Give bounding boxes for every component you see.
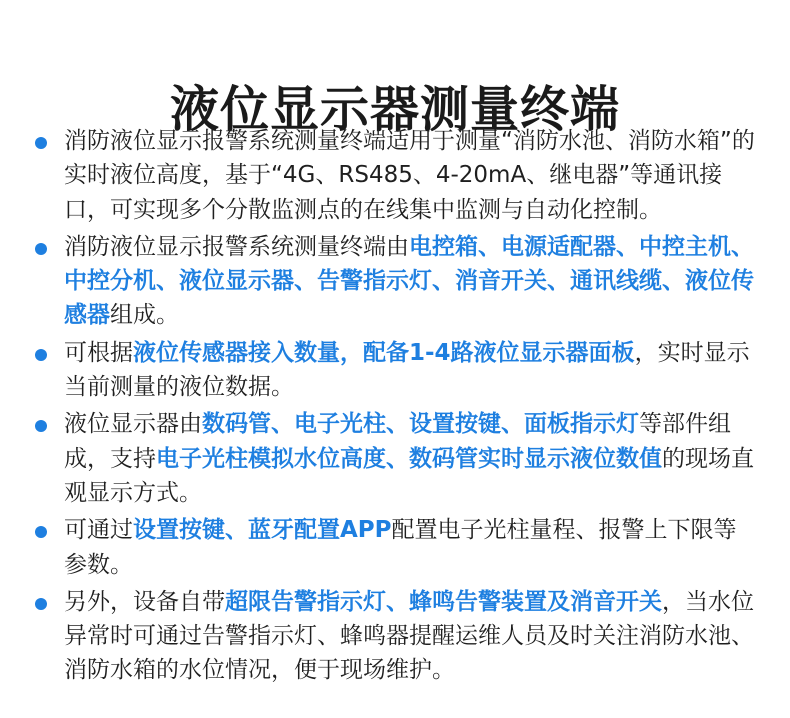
- highlight-text: 设置按键、蓝牙配置APP: [133, 517, 392, 544]
- highlight-text: 液位传感器接入数量，配备1-4路液位显示器面板: [133, 339, 635, 366]
- list-item: [34, 124, 758, 227]
- list-item: [34, 513, 758, 582]
- bullet-dot-icon: [35, 420, 47, 432]
- bullet-dot-icon: [35, 243, 47, 255]
- list-item: [34, 407, 758, 510]
- list-item: [34, 230, 758, 333]
- item-text: 消防液位显示报警系统测量终端适用于测量“消防水池、消防水箱”的实时液位高度，基于“4G、RS485、4-20mA、继电器”等通讯接口，可实现多个分散监测点的在线集中监测与自动化控制。: [64, 128, 755, 223]
- item-text: 消防液位显示报警系统测量终端由: [64, 233, 409, 260]
- highlight-text: 数码管、电子光柱、设置按键、面板指示灯: [202, 411, 639, 438]
- bullet-dot-icon: [35, 349, 47, 361]
- item-text: 的现场直观显示方式。: [64, 445, 754, 506]
- item-text: ，当水位异常时可通过告警指示灯、蜂鸣器提醒运维人员及时关注消防水池、消防水箱的水位情况，便于现场维护。: [64, 588, 754, 684]
- feature-list: [34, 124, 758, 691]
- highlight-text: 超限告警指示灯、蜂鸣告警装置及消音开关: [225, 588, 662, 615]
- bullet-dot-icon: [35, 526, 47, 538]
- highlight-text: 电子光柱模拟水位高度、数码管实时显示液位数值: [156, 445, 662, 472]
- bullet-dot-icon: [35, 137, 47, 149]
- bullet-dot-icon: [35, 598, 47, 610]
- list-item: [34, 336, 758, 405]
- highlight-text: 电控箱、电源适配器、中控主机、中控分机、液位显示器、告警指示灯、消音开关、通讯线缆、液位传感器: [64, 233, 754, 329]
- item-text: 配置电子光柱量程、报警上下限等参数。: [64, 517, 737, 578]
- item-text: 液位显示器由: [64, 411, 202, 438]
- list-item: [34, 585, 758, 688]
- item-text: 等部件组成，支持: [64, 411, 731, 472]
- item-text: 组成。: [110, 302, 179, 329]
- item-text: 可根据: [64, 339, 133, 366]
- item-text: ，实时显示当前测量的液位数据。: [64, 339, 750, 401]
- page-title: 液位显示器测量终端: [169, 80, 620, 138]
- item-text: 可通过: [64, 517, 133, 544]
- item-text: 另外，设备自带: [64, 588, 225, 615]
